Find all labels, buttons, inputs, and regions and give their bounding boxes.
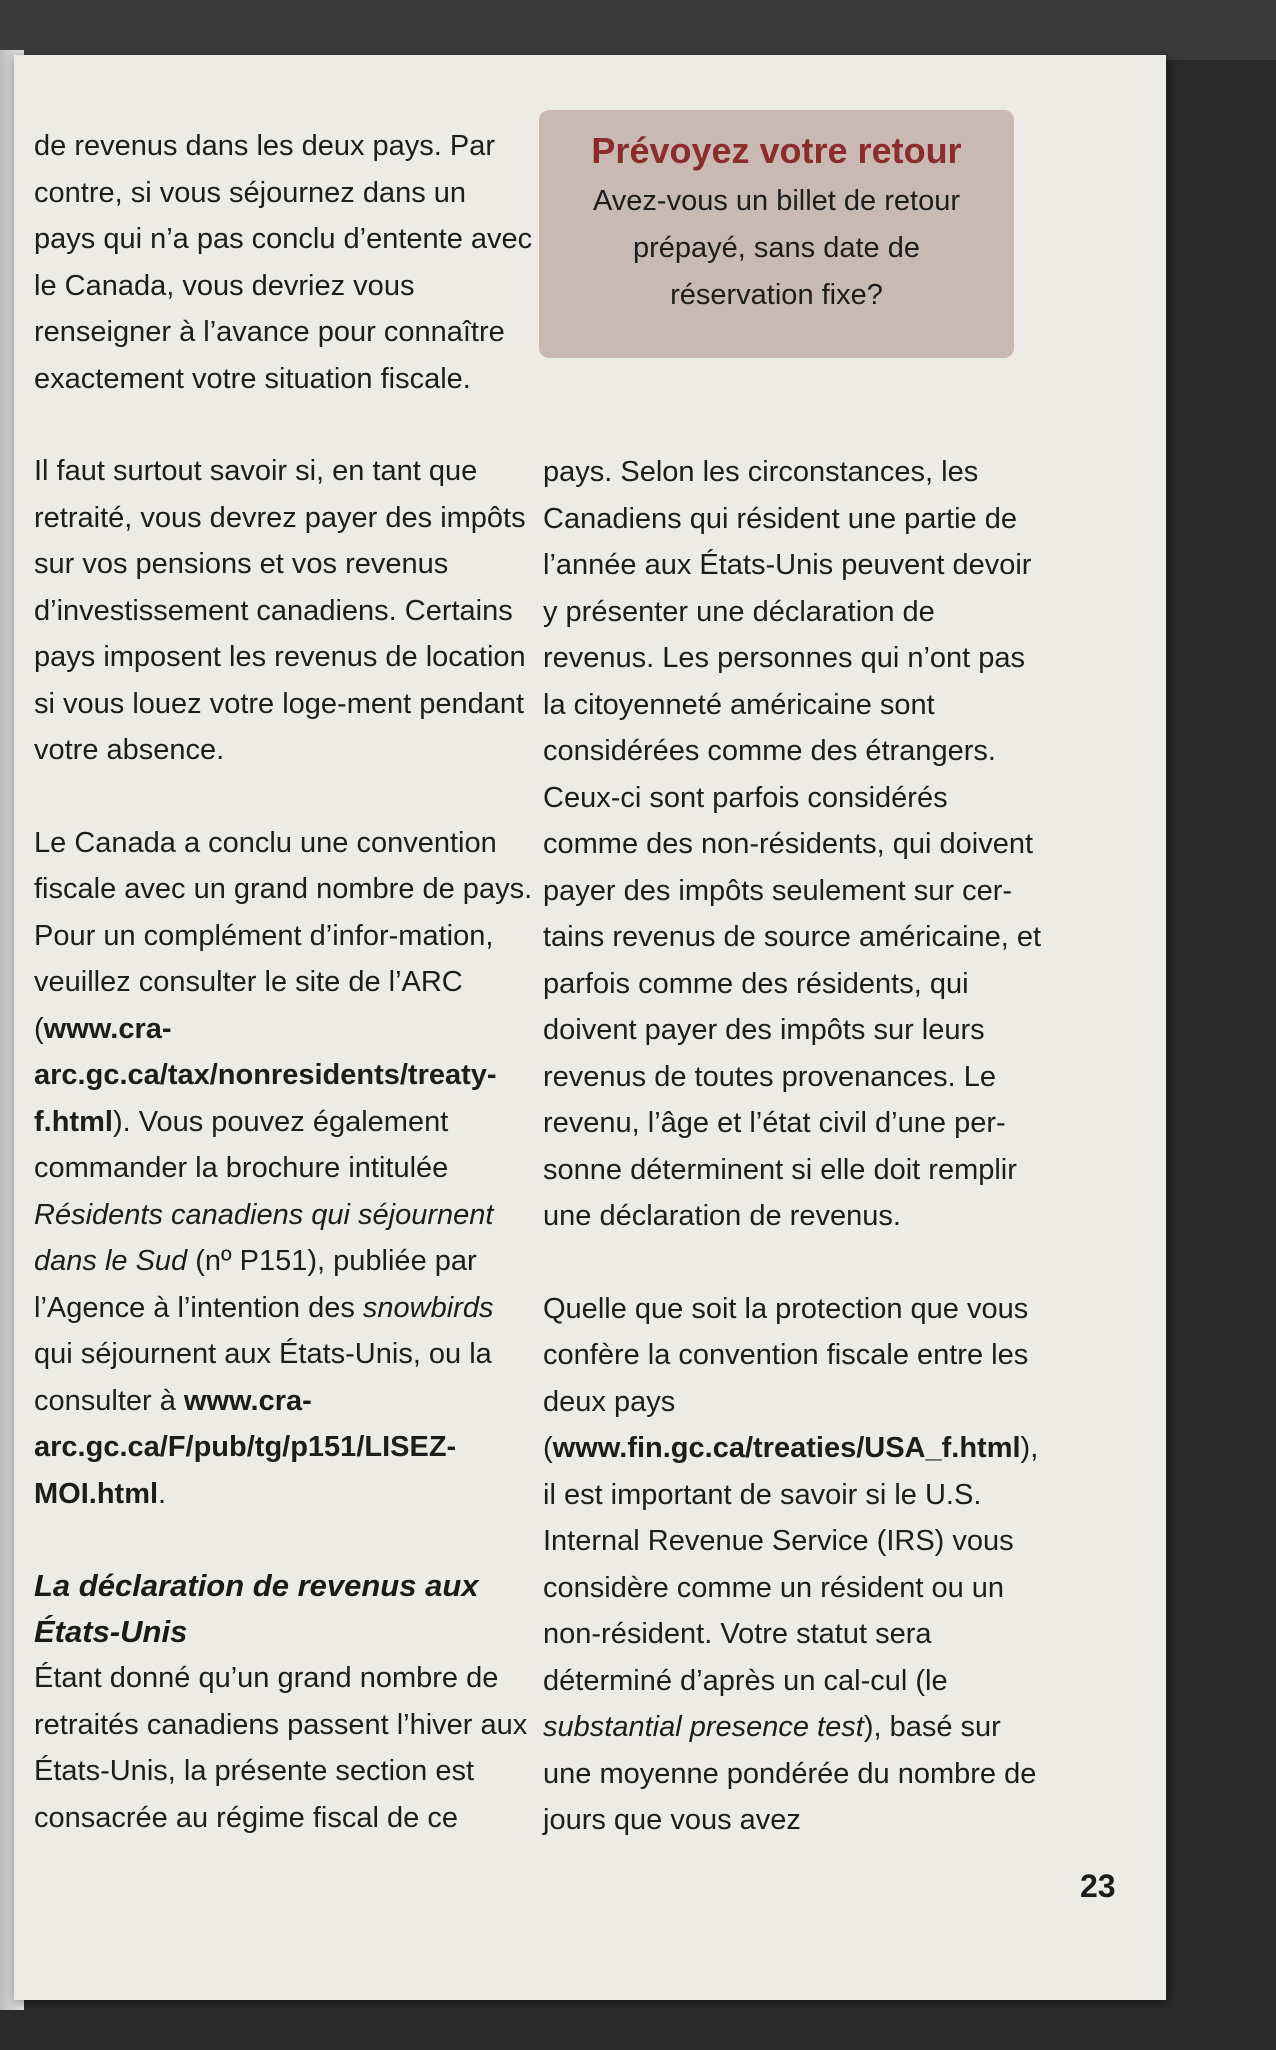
brochure-title: Résidents canadiens qui séjournent dans le Sud bbox=[34, 1198, 494, 1277]
paragraph bbox=[34, 820, 534, 1518]
paragraph: pays. Selon les circonstances, les Canadiens qui résident une partie de l’année aux États-Unis peuvent devoir y présenter une déclaration de revenus. Les personnes qui n’ont pas la citoyenneté américaine sont considérées comme des étrangers. Ceux-ci sont parfois considérés comme des non-résidents, qui doivent payer des impôts seulement sur cer-tains revenus de source américaine, et parfois comme des résidents, qui doivent payer des impôts sur leurs revenus de toutes provenances. Le revenu, l’âge et l’état civil d’une per-sonne déterminent si elle doit remplir une déclaration de revenus. bbox=[543, 456, 1042, 1232]
text: qui séjournent aux États-Unis, ou la consulter à bbox=[34, 1338, 492, 1417]
callout-title: Prévoyez votre retour bbox=[591, 130, 962, 171]
fin-treaty-link[interactable]: www.fin.gc.ca/treaties/USA_f.html bbox=[552, 1432, 1021, 1464]
text: Le Canada a conclu une convention fiscale avec un grand nombre de pays. Pour un complément d’infor-mation, veuillez consulter le site de l’ARC ( bbox=[34, 826, 533, 1045]
paragraph: Étant donné qu’un grand nombre de retraités canadiens passent l’hiver aux États-Unis, la présente section est consacrée au régime fiscal de ce bbox=[34, 1662, 528, 1834]
substantial-presence-term: substantial presence test bbox=[543, 1711, 864, 1743]
right-column bbox=[543, 449, 1043, 1844]
text: Quelle que soit la protection que vous confère la convention fiscale entre les deux pays ( bbox=[543, 1292, 1029, 1464]
section-heading: La déclaration de revenus aux États-Unis bbox=[34, 1568, 479, 1649]
text: . bbox=[158, 1477, 167, 1510]
page-number: 23 bbox=[1080, 1868, 1116, 1904]
callout-box bbox=[539, 110, 1014, 358]
paragraph bbox=[543, 1286, 1043, 1844]
left-column bbox=[34, 123, 534, 1841]
text: ). Vous pouvez également commander la brochure intitulée bbox=[34, 1105, 449, 1184]
text: (nº P151), publiée par l’Agence à l’intention des bbox=[34, 1245, 477, 1324]
paragraph: de revenus dans les deux pays. Par contre, si vous séjournez dans un pays qui n’a pas conclu d’entente avec le Canada, vous devriez vous renseigner à l’avance pour connaître exactement votre situation fiscale. bbox=[34, 130, 533, 395]
snowbirds-term: snowbirds bbox=[362, 1291, 494, 1324]
text: ), basé sur une moyenne pondérée du nombre de jours que vous avez bbox=[543, 1711, 1037, 1836]
background bbox=[0, 0, 1276, 60]
cra-treaty-link[interactable]: www.cra-arc.gc.ca/tax/nonresidents/treaty-f.html bbox=[34, 1012, 497, 1138]
paragraph: Il faut surtout savoir si, en tant que retraité, vous devrez payer des impôts sur vos pensions et vos revenus d’investissement canadiens. Certains pays imposent les revenus de location si vous louez votre loge-ment pendant votre absence. bbox=[34, 455, 526, 766]
cra-brochure-link[interactable]: www.cra-arc.gc.ca/F/pub/tg/p151/LISEZ-MOI.html bbox=[34, 1384, 457, 1510]
text: ), il est important de savoir si le U.S. Internal Revenue Service (IRS) vous considère comme un résident ou un non-résident. Votre statut sera déterminé d’après un cal-cul (le bbox=[543, 1432, 1039, 1697]
callout-body: Avez-vous un billet de retour prépayé, sans date de réservation fixe? bbox=[592, 185, 960, 311]
